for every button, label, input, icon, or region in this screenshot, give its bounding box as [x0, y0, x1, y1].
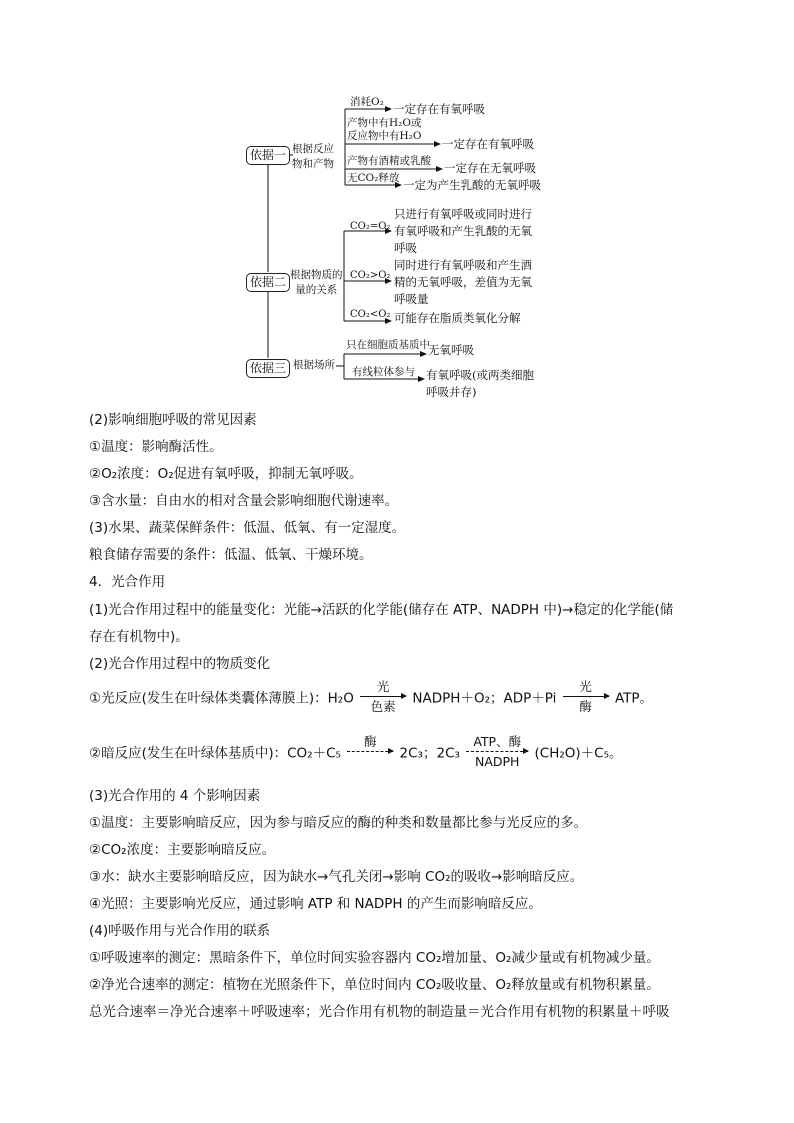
- cell-respiration-diagram: [236, 96, 566, 406]
- basis-three-box: 依据三: [246, 359, 290, 378]
- heading-relation: (4)呼吸作用与光合作用的联系: [89, 923, 271, 939]
- energy-change-line1: (1)光合作用过程中的能量变化：光能→活跃的化学能(储存在 ATP、NADPH 中)→稳定的化学能(储: [89, 602, 674, 618]
- light-arrow-1: [360, 678, 406, 715]
- result-aerobic-1: 一定存在有氧呼吸: [393, 102, 485, 116]
- light-arrow-2-top: 光: [579, 679, 592, 694]
- dark-arrow-1-top: 酶: [363, 734, 377, 749]
- result-aerobic-site: [426, 367, 534, 401]
- dark-reaction-equation: [89, 733, 623, 770]
- grain-storage: 粮食储存需要的条件：低温、低氧、干燥环境。: [89, 547, 373, 563]
- result-less: 可能存在脂质类氧化分解: [394, 311, 521, 325]
- arrow-icon: [563, 696, 609, 697]
- result-anaerobic: 一定存在无氧呼吸: [444, 161, 536, 175]
- result-equal-line1: 只进行有氧呼吸或同时进行: [394, 207, 532, 221]
- result-aerobic-2: 一定存在有氧呼吸: [442, 137, 534, 151]
- arrow-icon: [466, 751, 528, 752]
- heading-photosynthesis: 4．光合作用: [89, 574, 166, 590]
- result-aerobic-site-line1: 有氧呼吸(或两类细胞: [426, 368, 534, 382]
- photo-factor-water: ③水：缺水主要影响暗反应，因为缺水→气孔关闭→影响 CO₂的吸收→影响暗反应。: [89, 869, 584, 885]
- condition-mitochondria: 有线粒体参与: [352, 366, 415, 378]
- result-equal-line2: 有氧呼吸和产生乳酸的无氧: [394, 224, 532, 238]
- net-photosynthesis-measure: ②净光合速率的测定：植物在光照条件下，单位时间内 CO₂吸收量、O₂释放量或有机物积累量。: [89, 977, 660, 993]
- basis-one-box: 依据一: [246, 146, 290, 165]
- condition-alcohol-lactic: 产物有酒精或乳酸: [347, 155, 431, 167]
- basis-one-criteria-line2: 物和产物: [292, 158, 334, 170]
- basis-one-criteria-line1: 根据反应: [292, 143, 334, 155]
- dark-arrow-2: [466, 733, 528, 770]
- condition-no-co2: 无CO₂释放: [347, 172, 400, 184]
- heading-material-change: (2)光合作用过程中的物质变化: [89, 656, 271, 672]
- basis-two-box: 依据二: [246, 273, 290, 292]
- dark-reaction-middle: 2C₃；2C₃: [399, 745, 460, 762]
- result-anaerobic-site: 无氧呼吸: [428, 343, 474, 357]
- result-greater-line1: 同时进行有氧呼吸和产生酒: [394, 258, 532, 272]
- result-greater: [394, 257, 532, 308]
- basis-three-criteria: 根据场所: [293, 359, 335, 371]
- result-greater-line2: 精的无氧呼吸，差值为无氧: [394, 275, 532, 289]
- condition-water-line2: 反应物中有H₂O: [347, 130, 422, 142]
- photo-factor-co2: ②CO₂浓度：主要影响暗反应。: [89, 842, 276, 858]
- condition-co2-equal-o2: CO₂=O₂: [350, 221, 391, 232]
- result-greater-line3: 呼吸量: [394, 292, 429, 306]
- energy-change-line2: 存在有机物中)。: [89, 629, 189, 645]
- fruit-storage: (3)水果、蔬菜保鲜条件：低温、低氧、有一定湿度。: [89, 520, 406, 536]
- condition-water-line1: 产物中有H₂O或: [347, 117, 422, 129]
- result-equal: [394, 206, 532, 257]
- heading-four-factors: (3)光合作用的 4 个影响因素: [89, 788, 261, 804]
- dark-arrow-1: [347, 733, 393, 770]
- factor-oxygen: ②O₂浓度：O₂促进有氧呼吸，抑制无氧呼吸。: [89, 466, 363, 482]
- arrow-icon: [347, 751, 393, 752]
- light-reaction-suffix: ATP。: [614, 690, 654, 707]
- dark-arrow-2-top: ATP、酶: [473, 734, 522, 749]
- factor-temperature: ①温度：影响酶活性。: [89, 439, 223, 455]
- light-arrow-2-bottom: 酶: [579, 699, 592, 714]
- dark-arrow-2-bottom: NADPH: [474, 754, 520, 769]
- basis-two-criteria-line2: 量的关系: [295, 284, 338, 296]
- basis-two-criteria-line1: 根据物质的: [290, 269, 343, 281]
- respiration-rate-measure: ①呼吸速率的测定：黑暗条件下，单位时间实验容器内 CO₂增加量、O₂减少量或有机物减少量。: [89, 950, 660, 966]
- condition-cytoplasm-only: 只在细胞质基质中: [346, 339, 430, 351]
- dark-reaction-prefix: ②暗反应(发生在叶绿体基质中)：CO₂＋C₅: [89, 745, 341, 762]
- condition-co2-less-o2: CO₂<O₂: [350, 309, 391, 320]
- light-reaction-equation: [89, 678, 653, 715]
- basis-two-criteria: [290, 268, 343, 298]
- light-arrow-2: [563, 678, 609, 715]
- dark-reaction-suffix: (CH₂O)＋C₅。: [534, 745, 623, 762]
- light-arrow-1-bottom: 色素: [370, 699, 396, 714]
- heading-respiration-factors: (2)影响细胞呼吸的常见因素: [89, 412, 257, 428]
- factor-water: ③含水量：自由水的相对含量会影响细胞代谢速率。: [89, 493, 399, 509]
- result-lactic-anaerobic: 一定为产生乳酸的无氧呼吸: [403, 178, 541, 192]
- result-aerobic-site-line2: 呼吸并存): [426, 385, 477, 399]
- photo-factor-temperature: ①温度：主要影响暗反应，因为参与暗反应的酶的种类和数量都比参与光反应的多。: [89, 815, 588, 831]
- condition-co2-greater-o2: CO₂>O₂: [350, 270, 391, 281]
- photo-factor-light: ④光照：主要影响光反应，通过影响 ATP 和 NADPH 的产生而影响暗反应。: [89, 896, 542, 912]
- light-arrow-1-top: 光: [376, 679, 390, 694]
- arrow-icon: [360, 696, 406, 697]
- condition-consume-o2: 消耗O₂: [350, 96, 384, 108]
- light-reaction-middle: NADPH＋O₂；ADP＋Pi: [412, 690, 557, 707]
- basis-one-criteria: [292, 142, 334, 172]
- result-equal-line3: 呼吸: [394, 241, 417, 255]
- total-photosynthesis-formula: 总光合速率＝净光合速率＋呼吸速率；光合作用有机物的制造量＝光合作用有机物的积累量＋呼吸: [89, 1004, 670, 1020]
- light-reaction-prefix: ①光反应(发生在叶绿体类囊体薄膜上)：H₂O: [89, 690, 354, 707]
